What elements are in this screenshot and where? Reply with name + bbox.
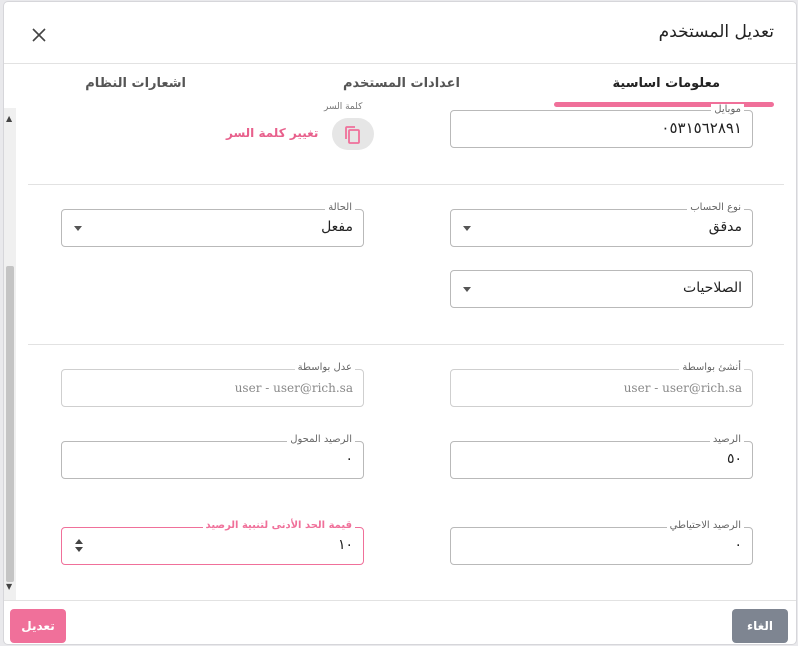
scrollbar-thumb[interactable] <box>6 266 14 582</box>
section-divider <box>28 344 784 345</box>
edited-by-field <box>61 362 364 407</box>
section-divider <box>28 184 784 185</box>
mobile-value: ٠٥٣١٥٦٢٨٩١ <box>661 119 742 137</box>
status-select[interactable] <box>61 202 364 247</box>
min-balance-alert-label: قيمة الحد الأدنى لتنبية الرصيد <box>203 520 355 531</box>
transferred-balance-field[interactable] <box>61 434 364 479</box>
vertical-scrollbar[interactable] <box>4 108 16 600</box>
scroll-down-icon[interactable]: ▼ <box>6 582 13 591</box>
tab-system-notifications[interactable]: اشعارات النظام <box>85 76 186 91</box>
balance-field[interactable] <box>450 434 753 479</box>
submit-button[interactable]: تعديل <box>10 609 66 643</box>
tab-bar <box>4 64 796 108</box>
password-label: كلمة السر <box>324 102 363 112</box>
transferred-balance-value: ٠ <box>345 451 353 467</box>
stepper-up-icon[interactable] <box>75 539 83 544</box>
created-by-field <box>450 362 753 407</box>
stepper-down-icon[interactable] <box>75 547 83 552</box>
chevron-down-icon <box>463 287 471 292</box>
edit-user-dialog <box>4 2 796 644</box>
reserve-balance-value: ٠ <box>734 537 742 553</box>
close-icon[interactable] <box>30 26 48 44</box>
status-value: مفعل <box>321 219 353 235</box>
edited-by-label: عدل بواسطة <box>295 362 355 373</box>
account-type-value: مدقق <box>708 219 742 235</box>
min-balance-alert-input[interactable] <box>61 520 364 565</box>
transferred-balance-label: الرصيد المحول <box>287 434 355 445</box>
balance-value: ٥٠ <box>726 451 742 467</box>
permissions-select[interactable] <box>450 270 753 308</box>
tab-user-settings[interactable]: اعدادات المستخدم <box>342 76 460 91</box>
dialog-title: تعديل المستخدم <box>658 22 774 42</box>
min-balance-alert-value: ١٠ <box>337 537 353 553</box>
number-stepper[interactable] <box>72 538 86 554</box>
account-type-label: نوع الحساب <box>687 202 744 213</box>
chevron-down-icon <box>463 226 471 231</box>
reserve-balance-label: الرصيد الاحتياطي <box>667 520 744 531</box>
cancel-button[interactable]: الغاء <box>732 609 788 643</box>
mobile-label: موبايل <box>711 104 744 115</box>
tab-basic-info[interactable]: معلومات اساسية <box>612 76 720 91</box>
copy-icon <box>344 125 362 145</box>
reserve-balance-field[interactable] <box>450 520 753 565</box>
status-label: الحالة <box>325 202 355 213</box>
edited-by-value: user - user@rich.sa <box>234 381 353 395</box>
permissions-value: الصلاحيات <box>683 280 742 296</box>
mobile-field[interactable] <box>450 104 753 148</box>
password-button[interactable] <box>332 118 374 150</box>
change-password-link[interactable]: تغيير كلمة السر <box>226 126 319 140</box>
balance-label: الرصيد <box>710 434 744 445</box>
created-by-value: user - user@rich.sa <box>623 381 742 395</box>
created-by-label: أنشئ بواسطة <box>679 362 744 373</box>
account-type-select[interactable] <box>450 202 753 247</box>
scroll-up-icon[interactable]: ▲ <box>6 114 13 123</box>
dialog-header <box>4 2 796 64</box>
chevron-down-icon <box>74 226 82 231</box>
dialog-footer <box>4 600 796 644</box>
form-content <box>4 102 796 600</box>
